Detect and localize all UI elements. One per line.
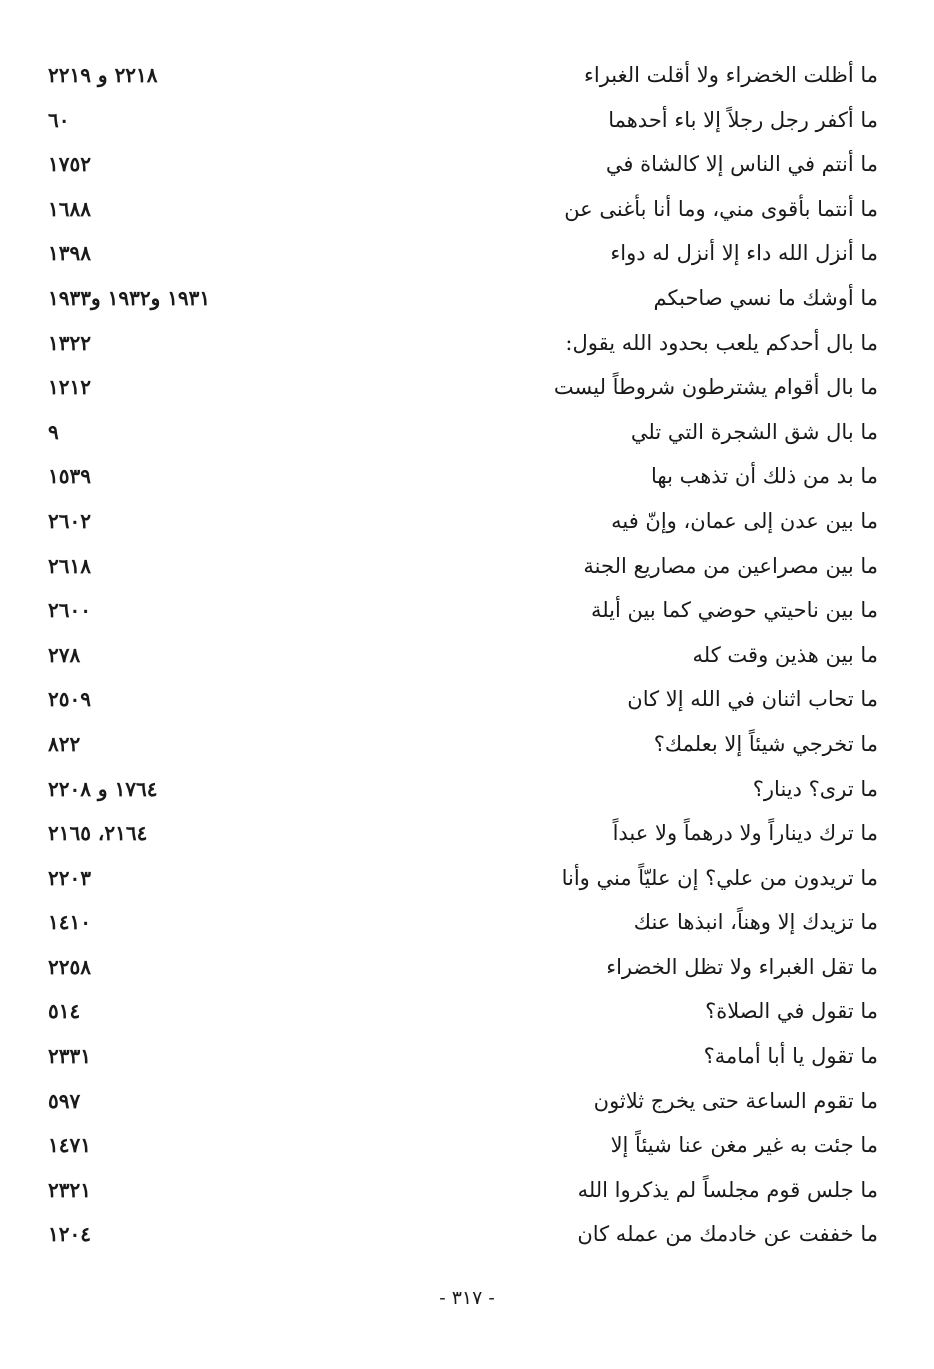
entry-reference-numbers: ٩ — [48, 419, 59, 444]
index-entry — [48, 97, 878, 142]
entry-text: ما أنتم في الناس إلا كالشاة في — [605, 152, 878, 177]
index-entry — [48, 1122, 878, 1167]
entry-reference-numbers: ٢٦١٨ — [48, 553, 91, 578]
entry-text: ما بين عدن إلى عمان، وإنّ فيه — [611, 508, 878, 533]
entry-text: ما بين ناحيتي حوضي كما بين أيلة — [590, 598, 878, 623]
entry-text: ما أوشك ما نسي صاحبكم — [653, 285, 878, 310]
entry-reference-numbers: ١٩٣١ و١٩٣٢ و١٩٣٣ — [48, 285, 211, 310]
index-entry — [48, 275, 878, 320]
index-entry — [48, 543, 878, 588]
index-entry — [48, 141, 878, 186]
entry-text: ما أكفر رجل رجلاً إلا باء أحدهما — [608, 107, 878, 132]
entry-text: ما بال أحدكم يلعب بحدود الله يقول: — [565, 330, 878, 355]
index-entry — [48, 944, 878, 989]
entry-text: ما بد من ذلك أن تذهب بها — [651, 464, 878, 489]
entry-text: ما بين هذين وقت كله — [692, 642, 878, 667]
entry-reference-numbers: ٢٢١٨ و ٢٢١٩ — [48, 63, 158, 87]
entry-reference-numbers: ١٤١٠ — [48, 910, 91, 935]
entry-text: ما تقل الغبراء ولا تظل الخضراء — [606, 954, 878, 979]
index-entry — [48, 1211, 878, 1256]
index-entry — [48, 587, 878, 632]
entry-text: ما جلس قوم مجلساً لم يذكروا الله — [577, 1177, 878, 1202]
entry-text: ما أنزل الله داء إلا أنزل له دواء — [610, 241, 878, 266]
entry-reference-numbers: ٥٩٧ — [48, 1088, 81, 1113]
entry-reference-numbers: ٢٣٢١ — [48, 1177, 91, 1202]
entry-text: ما بال شق الشجرة التي تلي — [630, 419, 878, 444]
entry-reference-numbers: ٢٧٨ — [48, 642, 81, 667]
entry-text: ما ترك ديناراً ولا درهماً ولا عبداً — [612, 821, 878, 846]
entry-reference-numbers: ١٤٧١ — [48, 1133, 91, 1158]
entry-text: ما تقول في الصلاة؟ — [705, 999, 878, 1024]
entry-reference-numbers: ١٧٦٤ و ٢٢٠٨ — [48, 776, 158, 801]
entry-text: ما بال أقوام يشترطون شروطاً ليست — [553, 375, 878, 400]
entry-reference-numbers: ٥١٤ — [48, 999, 81, 1024]
entry-reference-numbers: ٢٢٥٨ — [48, 954, 91, 979]
index-list — [48, 52, 878, 1256]
entry-reference-numbers: ٦٠ — [48, 107, 70, 132]
entry-reference-numbers: ١٥٣٩ — [48, 464, 91, 489]
index-entry — [48, 810, 878, 855]
entry-reference-numbers: ٢٣٣١ — [48, 1044, 91, 1069]
index-entry — [48, 230, 878, 275]
entry-reference-numbers: ١٦٨٨ — [48, 196, 91, 221]
entry-text: ما خففت عن خادمك من عمله كان — [577, 1222, 878, 1247]
index-entry — [48, 1167, 878, 1212]
index-entry — [48, 855, 878, 900]
page-number: - ٣١٧ - — [439, 1287, 495, 1309]
entry-text: ما أظلت الخضراء ولا أقلت الغبراء — [584, 63, 878, 87]
entry-reference-numbers: ١٧٥٢ — [48, 152, 91, 177]
entry-text: ما تقول يا أبا أمامة؟ — [703, 1044, 878, 1069]
entry-reference-numbers: ٢٢٠٣ — [48, 865, 91, 890]
index-entry — [48, 52, 878, 97]
entry-reference-numbers: ١٣٢٢ — [48, 330, 91, 355]
entry-text: ما جئت به غير مغن عنا شيئاً إلا — [610, 1133, 878, 1158]
index-entry — [48, 320, 878, 365]
entry-text: ما أنتما بأقوى مني، وما أنا بأغنى عن — [564, 196, 878, 221]
index-entry — [48, 453, 878, 498]
index-entry — [48, 899, 878, 944]
index-entry — [48, 364, 878, 409]
index-entry — [48, 1033, 878, 1078]
index-entry — [48, 1078, 878, 1123]
index-entry — [48, 766, 878, 811]
entry-text: ما تزيدك إلا وهناً، انبذها عنك — [633, 910, 878, 935]
index-entry — [48, 409, 878, 454]
entry-reference-numbers: ٢٥٠٩ — [48, 687, 91, 712]
entry-reference-numbers: ٢٦٠٠ — [48, 598, 91, 623]
entry-text: ما تحاب اثنان في الله إلا كان — [627, 687, 878, 712]
entry-text: ما تريدون من علي؟ إن عليّاً مني وأنا — [561, 865, 878, 890]
entry-text: ما تخرجي شيئاً إلا بعلمك؟ — [653, 731, 878, 756]
index-entry — [48, 988, 878, 1033]
entry-text: ما تقوم الساعة حتى يخرج ثلاثون — [593, 1088, 878, 1113]
entry-text: ما بين مصراعين من مصاريع الجنة — [583, 553, 878, 578]
entry-reference-numbers: ١٣٩٨ — [48, 241, 91, 266]
entry-reference-numbers: ٢٦٠٢ — [48, 508, 91, 533]
entry-reference-numbers: ٢١٦٤، ٢١٦٥ — [48, 821, 148, 846]
entry-reference-numbers: ٨٢٢ — [48, 731, 81, 756]
index-entry — [48, 632, 878, 677]
index-entry — [48, 498, 878, 543]
entry-reference-numbers: ١٢١٢ — [48, 375, 91, 400]
entry-reference-numbers: ١٢٠٤ — [48, 1222, 91, 1247]
index-entry — [48, 676, 878, 721]
index-entry — [48, 186, 878, 231]
index-entry — [48, 721, 878, 766]
entry-text: ما ترى؟ دينار؟ — [752, 776, 878, 801]
